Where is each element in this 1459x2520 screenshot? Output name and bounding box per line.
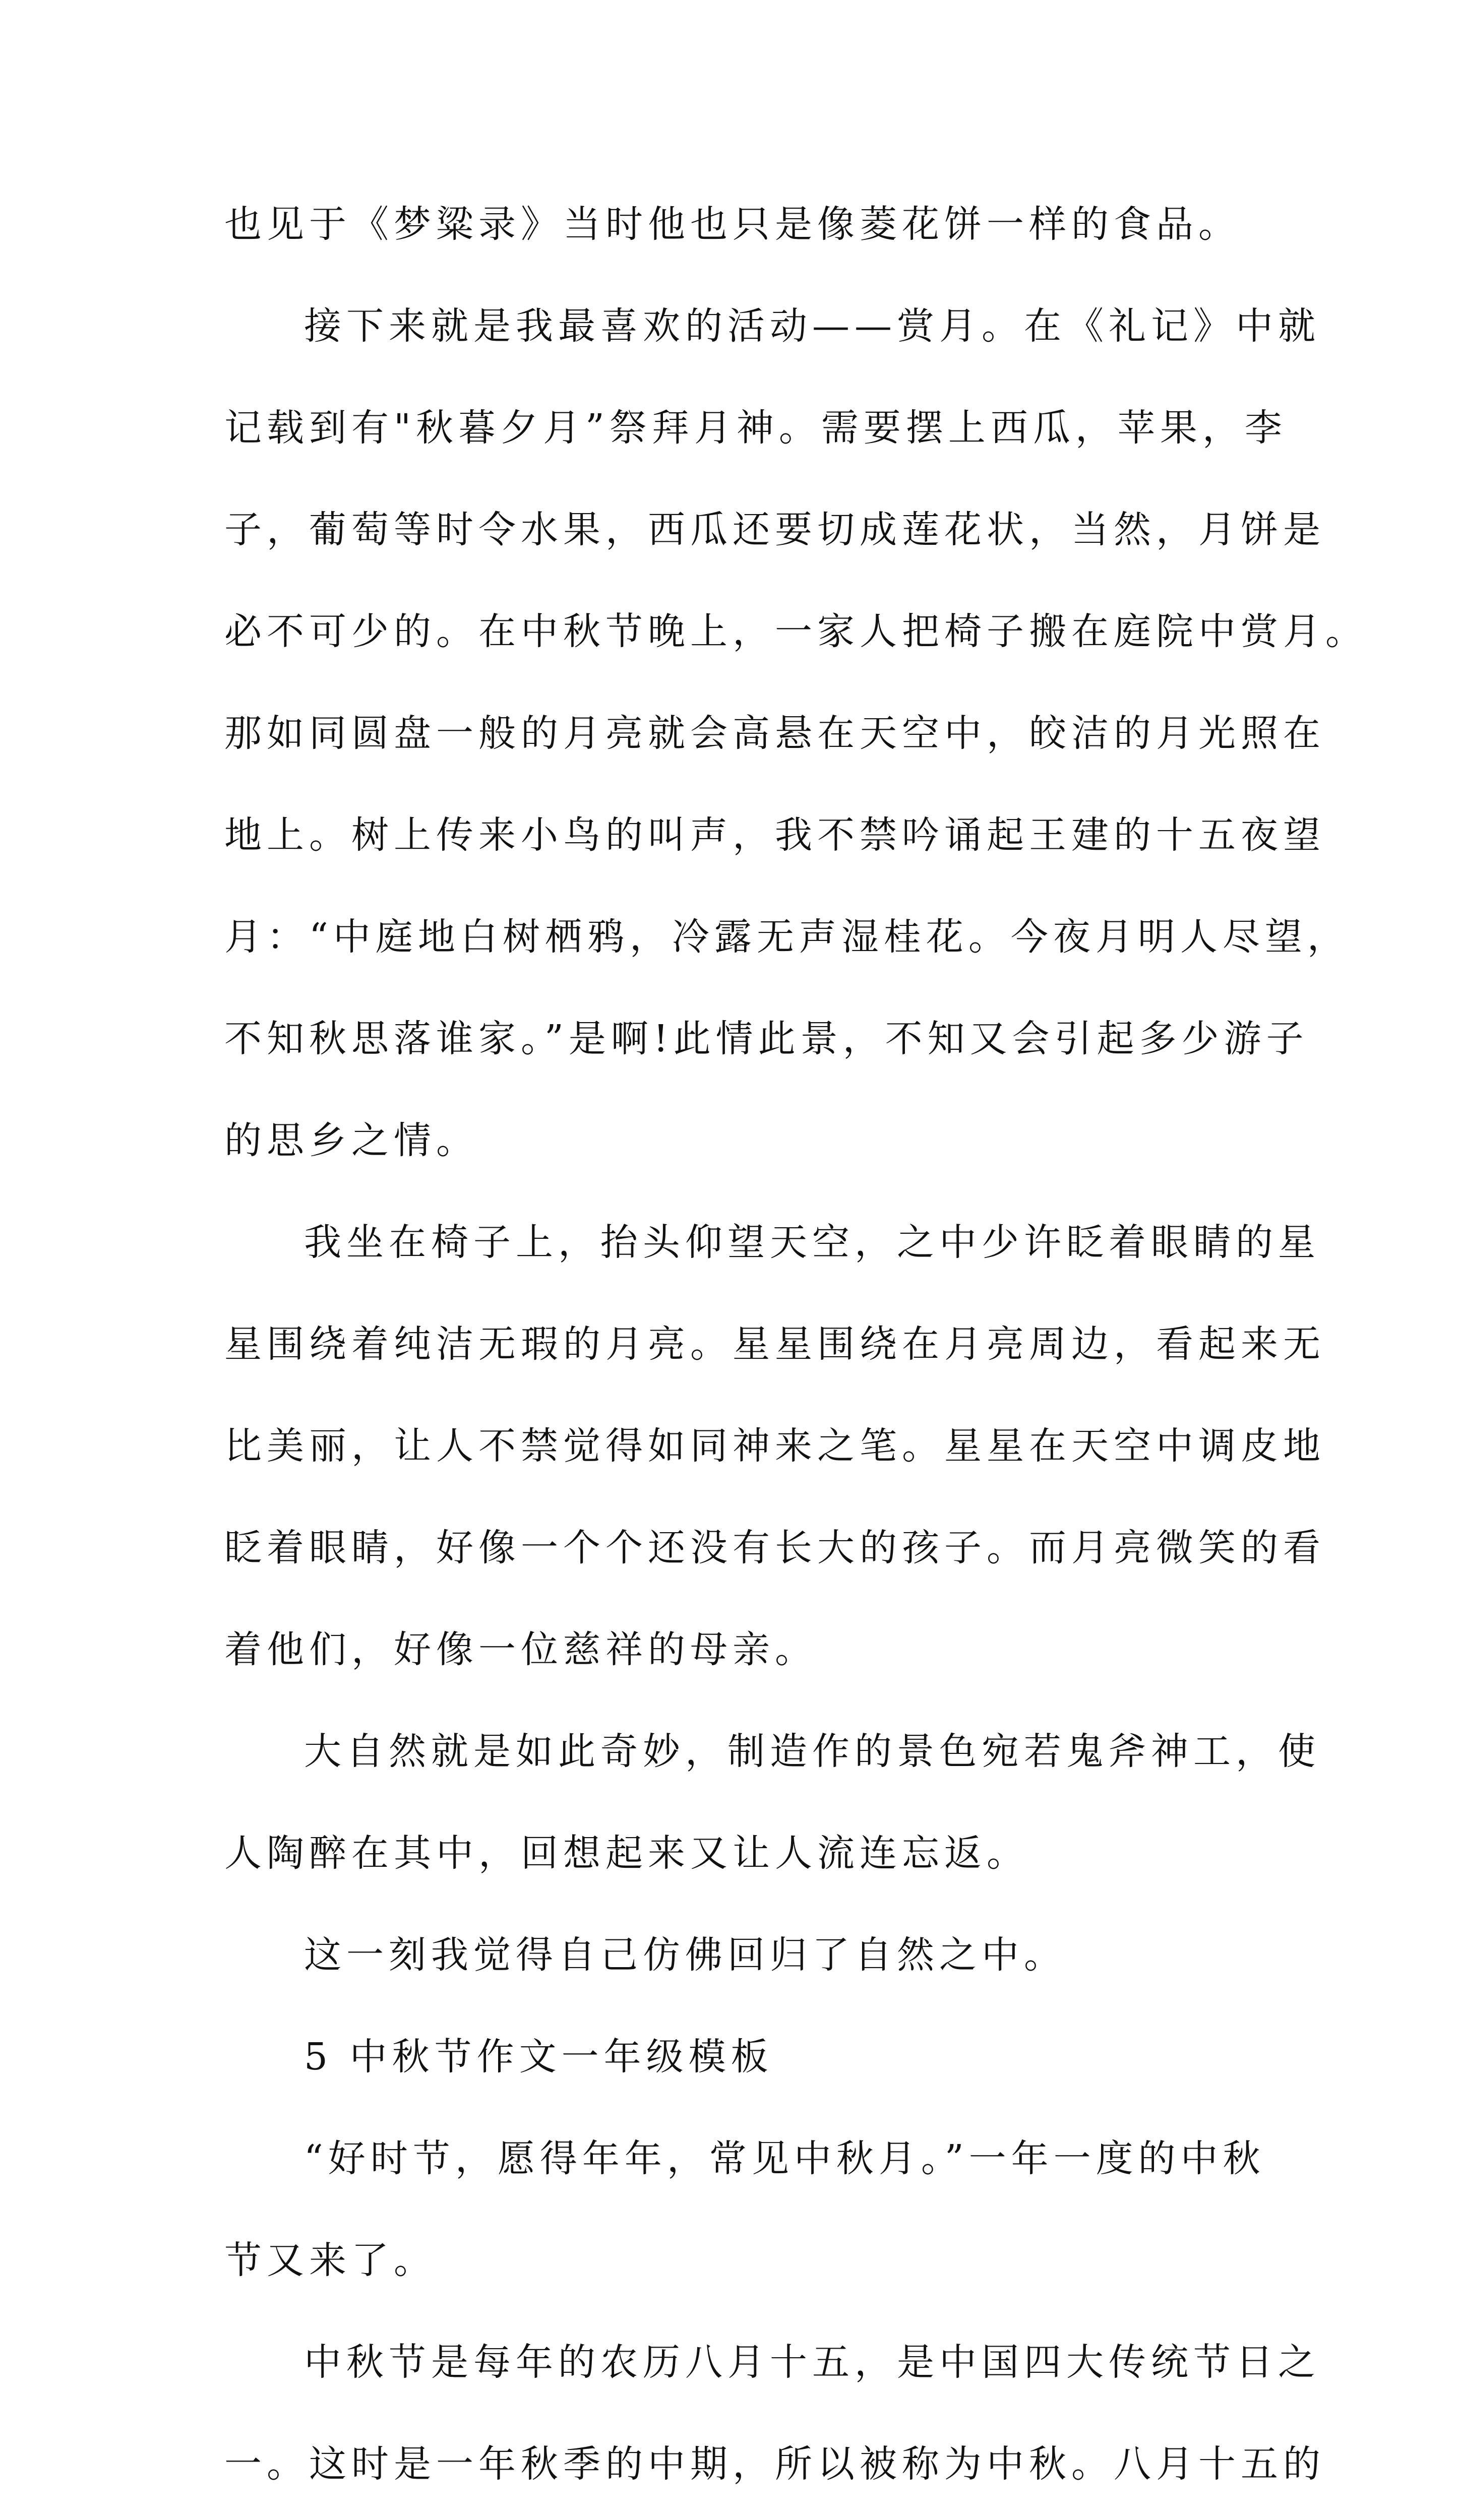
text-line: 的思乡之情。: [224, 1119, 478, 1162]
text-line: 必不可少的。在中秋节晚上，一家人把椅子搬在庭院中赏月。: [224, 610, 1368, 653]
text-line: 一。这时是一年秋季的中期，所以被称为中秋。八月十五的: [224, 2442, 1325, 2486]
section-heading: 5 中秋节作文一年级模板: [304, 2035, 773, 2078]
document-body: [224, 189, 1368, 2520]
text-line: 节又来了。: [224, 2239, 436, 2282]
text-line: 我坐在椅子上，抬头仰望天空，之中少许眨着眼睛的星: [304, 1221, 1320, 1264]
text-line: 人陶醉在其中，回想起来又让人流连忘返。: [224, 1832, 1029, 1875]
text-line: 地上。树上传来小鸟的叫声，我不禁吟诵起王建的十五夜望: [224, 813, 1325, 857]
text-line: 着他们，好像一位慈祥的母亲。: [224, 1628, 817, 1671]
text-line: 也见于《梦粱录》当时他也只是像菱花饼一样的食品。: [224, 203, 1241, 246]
text-line: 中秋节是每年的农历八月十五，是中国四大传统节日之: [304, 2341, 1320, 2384]
text-line: 那如同圆盘一般的月亮就会高悬在天空中，皎洁的月光照在: [224, 712, 1325, 755]
text-line: 眨着眼睛，好像一个个还没有长大的孩子。而月亮微笑的看: [224, 1526, 1325, 1569]
text-line: 记载到有"秋暮夕月”祭拜月神。需要摆上西瓜，苹果，李: [224, 406, 1287, 450]
text-line: 月：“中庭地白树栖鸦，冷露无声湿桂花。今夜月明人尽望，: [224, 915, 1350, 959]
text-line: 不知秋思落谁家。”是啊!此情此景，不知又会引起多少游子: [224, 1017, 1309, 1060]
text-line: 子，葡萄等时令水果，西瓜还要切成莲花状，当然，月饼是: [224, 508, 1325, 551]
text-line: 星围绕着纯洁无瑕的月亮。星星围绕在月亮周边，看起来无: [224, 1322, 1325, 1366]
text-line: 接下来就是我最喜欢的活动——赏月。在《礼记》中就: [304, 304, 1320, 348]
text-line: “好时节，愿得年年，常见中秋月。”一年一度的中秋: [304, 2137, 1265, 2180]
text-line: 这一刻我觉得自己仿佛回归了自然之中。: [304, 1933, 1066, 1977]
text-line: 比美丽，让人不禁觉得如同神来之笔。星星在天空中调皮地: [224, 1424, 1325, 1468]
text-line: 大自然就是如此奇妙，制造作的景色宛若鬼斧神工，使: [304, 1730, 1320, 1773]
